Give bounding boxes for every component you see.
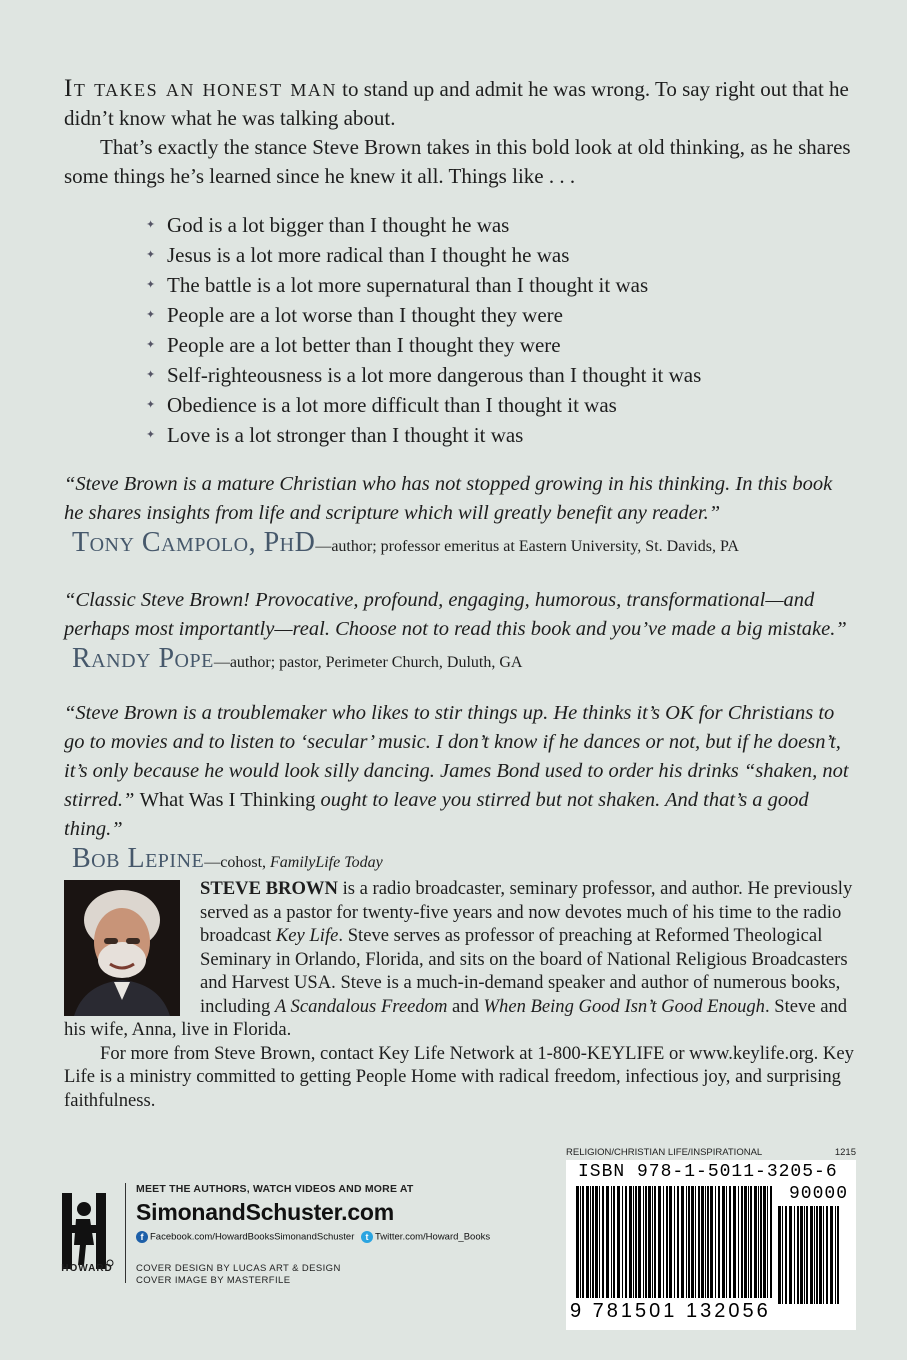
- author-bio: [64, 877, 856, 1112]
- bullet-star-icon: ✦: [146, 429, 156, 441]
- cover-image-credit: COVER IMAGE BY MASTERFILE: [136, 1275, 291, 1286]
- list-item: ✦ The battle is a lot more supernatural than I thought it was: [146, 270, 701, 300]
- quote-text: “Steve Brown is a troublemaker who likes to stir things up. He thinks it’s OK for Christians to go to movies and to listen to ‘secular’ music. I don’t know if he dances or not, but if he doesn’t, it’s only because he would look silly dancing. James Bond used to order his drinks “shaken, not stirred.” What Was I Thinking ought to leave you stirred but not shaken. And that’s a good thing.”: [64, 702, 849, 840]
- endorsement-lepine: [64, 699, 854, 878]
- list-item: ✦ Love is a lot stronger than I thought it was: [146, 420, 701, 450]
- endorsement-campolo: [64, 470, 854, 562]
- quote-attribution: [64, 844, 854, 878]
- book-title: When Being Good Isn’t Good Enough: [483, 995, 765, 1017]
- twitter-link[interactable]: Twitter.com/Howard_Books: [375, 1231, 491, 1243]
- endorser-detail: —cohost,: [204, 854, 271, 871]
- list-item: ✦ People are a lot better than I thought they were: [146, 330, 701, 360]
- cover-design-credit: COVER DESIGN BY LUCAS ART & DESIGN: [136, 1263, 341, 1274]
- twitter-icon: t: [361, 1231, 373, 1243]
- price-barcode-bars: [778, 1206, 844, 1304]
- radio-show-title: Key Life: [275, 925, 339, 946]
- list-item: ✦ Self-righteousness is a lot more dangerous than I thought it was: [146, 360, 701, 390]
- facebook-icon: f: [136, 1231, 148, 1243]
- list-item: ✦ People are a lot worse than I thought they were: [146, 300, 701, 330]
- divider: [125, 1183, 126, 1283]
- bio-paragraph-2: For more from Steve Brown, contact Key Life Network at 1-800-KEYLIFE or www.keylife.org. Key Life is a ministry committed to getting People Home with radical freedom, infectious joy, and surprising faithfulness.: [64, 1042, 854, 1111]
- show-name: FamilyLife Today: [270, 854, 383, 871]
- ean-barcode-bars: [576, 1186, 776, 1304]
- category-label: RELIGION/CHRISTIAN LIFE/INSPIRATIONAL: [566, 1147, 763, 1158]
- isbn-label: ISBN 978-1-5011-3205-6: [578, 1162, 838, 1182]
- intro-paragraph-1: [64, 74, 854, 133]
- book-title-ref: What Was I Thinking: [139, 789, 316, 811]
- bullet-star-icon: ✦: [146, 249, 156, 261]
- list-item: ✦ Jesus is a lot more radical than I thought he was: [146, 240, 701, 270]
- bullet-star-icon: ✦: [146, 369, 156, 381]
- endorser-detail: —author; professor emeritus at Eastern University, St. Davids, PA: [315, 538, 739, 555]
- price-code: 90000: [788, 1184, 848, 1204]
- quote-attribution: [64, 644, 854, 678]
- book-title: A Scandalous Freedom: [274, 995, 448, 1017]
- endorser-name: Tony Campolo, PhD: [72, 527, 316, 558]
- cover-credits: [136, 1263, 341, 1287]
- endorser-detail: —author; pastor, Perimeter Church, Duluth, GA: [213, 654, 523, 671]
- list-item: ✦ Obedience is a lot more difficult than I thought it was: [146, 390, 701, 420]
- publisher-url[interactable]: SimonandSchuster.com: [136, 1199, 395, 1225]
- intro-lead-rest: to stand up and admit he was wrong. To say right out that he didn’t know what he was talking about.: [64, 77, 849, 130]
- intro-lead-caps: It takes an honest man: [64, 75, 337, 102]
- barcode: [566, 1160, 856, 1330]
- logo-wordmark: HOWARD: [61, 1263, 113, 1274]
- endorser-name: Bob Lepine: [72, 843, 205, 874]
- bullet-star-icon: ✦: [146, 339, 156, 351]
- intro-text: [64, 74, 854, 191]
- quote-attribution: [64, 528, 854, 562]
- bullet-star-icon: ✦: [146, 279, 156, 291]
- endorsement-pope: [64, 586, 854, 678]
- quote-text: “Steve Brown is a mature Christian who has not stopped growing in his thinking. In this book he shares insights from life and scripture which will greatly benefit any reader.”: [64, 473, 833, 524]
- facebook-link[interactable]: Facebook.com/HowardBooksSimonandSchuster: [150, 1231, 355, 1243]
- publisher-headline: MEET THE AUTHORS, WATCH VIDEOS AND MORE AT: [136, 1183, 414, 1195]
- intro-paragraph-2: That’s exactly the stance Steve Brown takes in this bold look at old thinking, as he shares some things he’s learned since he knew it all. Things like . . .: [64, 135, 851, 188]
- author-name: STEVE BROWN: [200, 878, 338, 899]
- social-links: [136, 1231, 490, 1243]
- bullet-star-icon: ✦: [146, 309, 156, 321]
- quote-text: “Classic Steve Brown! Provocative, profound, engaging, humorous, transformational—and perhaps most importantly—real. Choose not to read this book and you’ve made a big mistake.”: [64, 589, 847, 640]
- bisac-category: [566, 1147, 856, 1158]
- category-code: 1215: [834, 1147, 856, 1158]
- bullet-star-icon: ✦: [146, 219, 156, 231]
- publisher-block: [60, 1175, 520, 1285]
- bullet-list: [146, 210, 701, 450]
- bio-paragraph-1: STEVE BROWN is a radio broadcaster, seminary professor, and author. He previously served as a pastor for twenty-five years and now devotes much of his time to the radio broadcast Key Life. Steve serves as professor of preaching at Reformed Theological Seminary in Orlando, Florida, and sits on the board of National Religious Broadcasters and Harvest USA. Steve is a much-in-demand speaker and author of numerous books, including A Scandalous Freedom and When Being Good Isn’t Good Enough. Steve and his wife, Anna, live in Florida.: [64, 878, 853, 1040]
- bullet-star-icon: ✦: [146, 399, 156, 411]
- ean-number: 9 781501 132056: [570, 1300, 771, 1322]
- list-item: ✦ God is a lot bigger than I thought he was: [146, 210, 701, 240]
- endorser-name: Randy Pope: [72, 643, 214, 674]
